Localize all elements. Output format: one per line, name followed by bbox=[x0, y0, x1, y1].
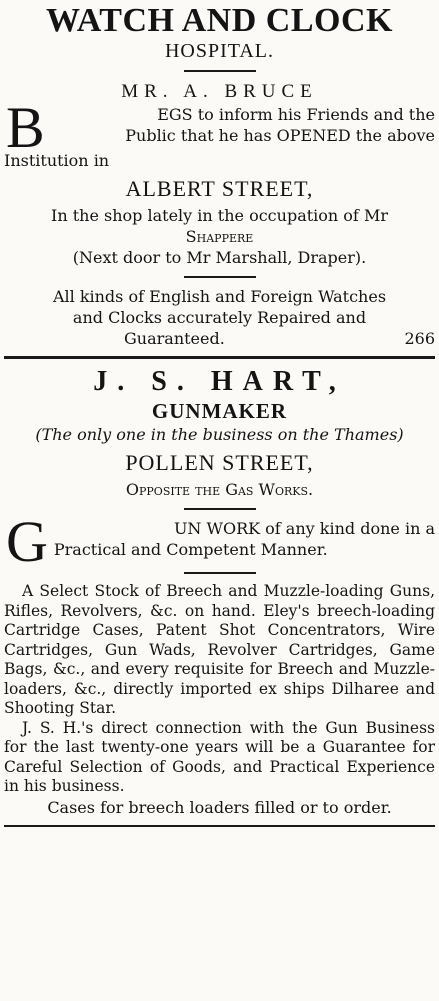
intro-line: EGS to inform his Friends and the bbox=[157, 105, 435, 124]
advert-number: 266 bbox=[404, 329, 435, 348]
repair-final-row bbox=[4, 328, 435, 349]
gunmaker-name: J. S. HART, bbox=[93, 366, 346, 397]
street-name: POLLEN STREET, bbox=[125, 450, 314, 475]
location-line: In the shop lately in the occupation of Mr bbox=[51, 206, 388, 225]
divider bbox=[184, 508, 256, 510]
opposite-note: Opposite the Gas Works. bbox=[125, 480, 314, 499]
street-name: ALBERT STREET, bbox=[125, 176, 314, 201]
work-paragraph bbox=[4, 509, 435, 574]
trade-title: GUNMAKER bbox=[151, 399, 288, 423]
section-divider bbox=[4, 356, 435, 359]
previous-occupant: Shappere bbox=[185, 227, 254, 246]
proprietor-name: MR. A. BRUCE bbox=[121, 81, 318, 102]
drop-cap: B bbox=[6, 95, 45, 160]
cases-line: Cases for breech loaders filled or to order. bbox=[47, 797, 392, 817]
repair-line: All kinds of English and Foreign Watches bbox=[52, 287, 387, 306]
drop-cap: G bbox=[6, 509, 48, 574]
watch-clock-advert bbox=[4, 2, 435, 349]
advert-subtitle: HOSPITAL. bbox=[164, 40, 275, 62]
repair-line: Guaranteed. bbox=[124, 329, 225, 348]
divider bbox=[184, 70, 256, 72]
newspaper-clipping bbox=[0, 2, 439, 1001]
divider bbox=[184, 572, 256, 574]
intro-line: Institution in bbox=[4, 151, 110, 170]
intro-paragraph bbox=[4, 95, 435, 171]
connection-paragraph: J. S. H.'s direct connection with the Gun Business for the last twenty-one years will be a Guarantee for Careful Selection of Goods, and Practical Experience in his business. bbox=[4, 718, 435, 795]
work-line: UN WORK of any kind done in a bbox=[173, 519, 435, 538]
gunmaker-advert bbox=[4, 366, 435, 818]
intro-line: Public that he has OPENED the above bbox=[125, 126, 435, 145]
work-line: Practical and Competent Manner. bbox=[53, 540, 328, 559]
next-door-note: (Next door to Mr Marshall, Draper). bbox=[72, 248, 367, 267]
stock-paragraph: A Select Stock of Breech and Muzzle-loading Guns, Rifles, Revolvers, &c. on hand. Eley's breech-loading Cartridge Cases, Patent Shot Concentrators, Wire Cartridges, Gun Wads, Revolver Cartridges, Game Bags, &c., and every requisite for Breech and Muzzle-loaders, &c., directly imported ex ships Dilharee and Shooting Star. bbox=[4, 582, 435, 717]
section-divider bbox=[4, 825, 435, 827]
tagline: (The only one in the business on the Thames) bbox=[35, 425, 404, 444]
divider bbox=[184, 276, 256, 278]
repair-line: and Clocks accurately Repaired and bbox=[72, 308, 367, 327]
advert-title: WATCH AND CLOCK bbox=[46, 2, 393, 39]
